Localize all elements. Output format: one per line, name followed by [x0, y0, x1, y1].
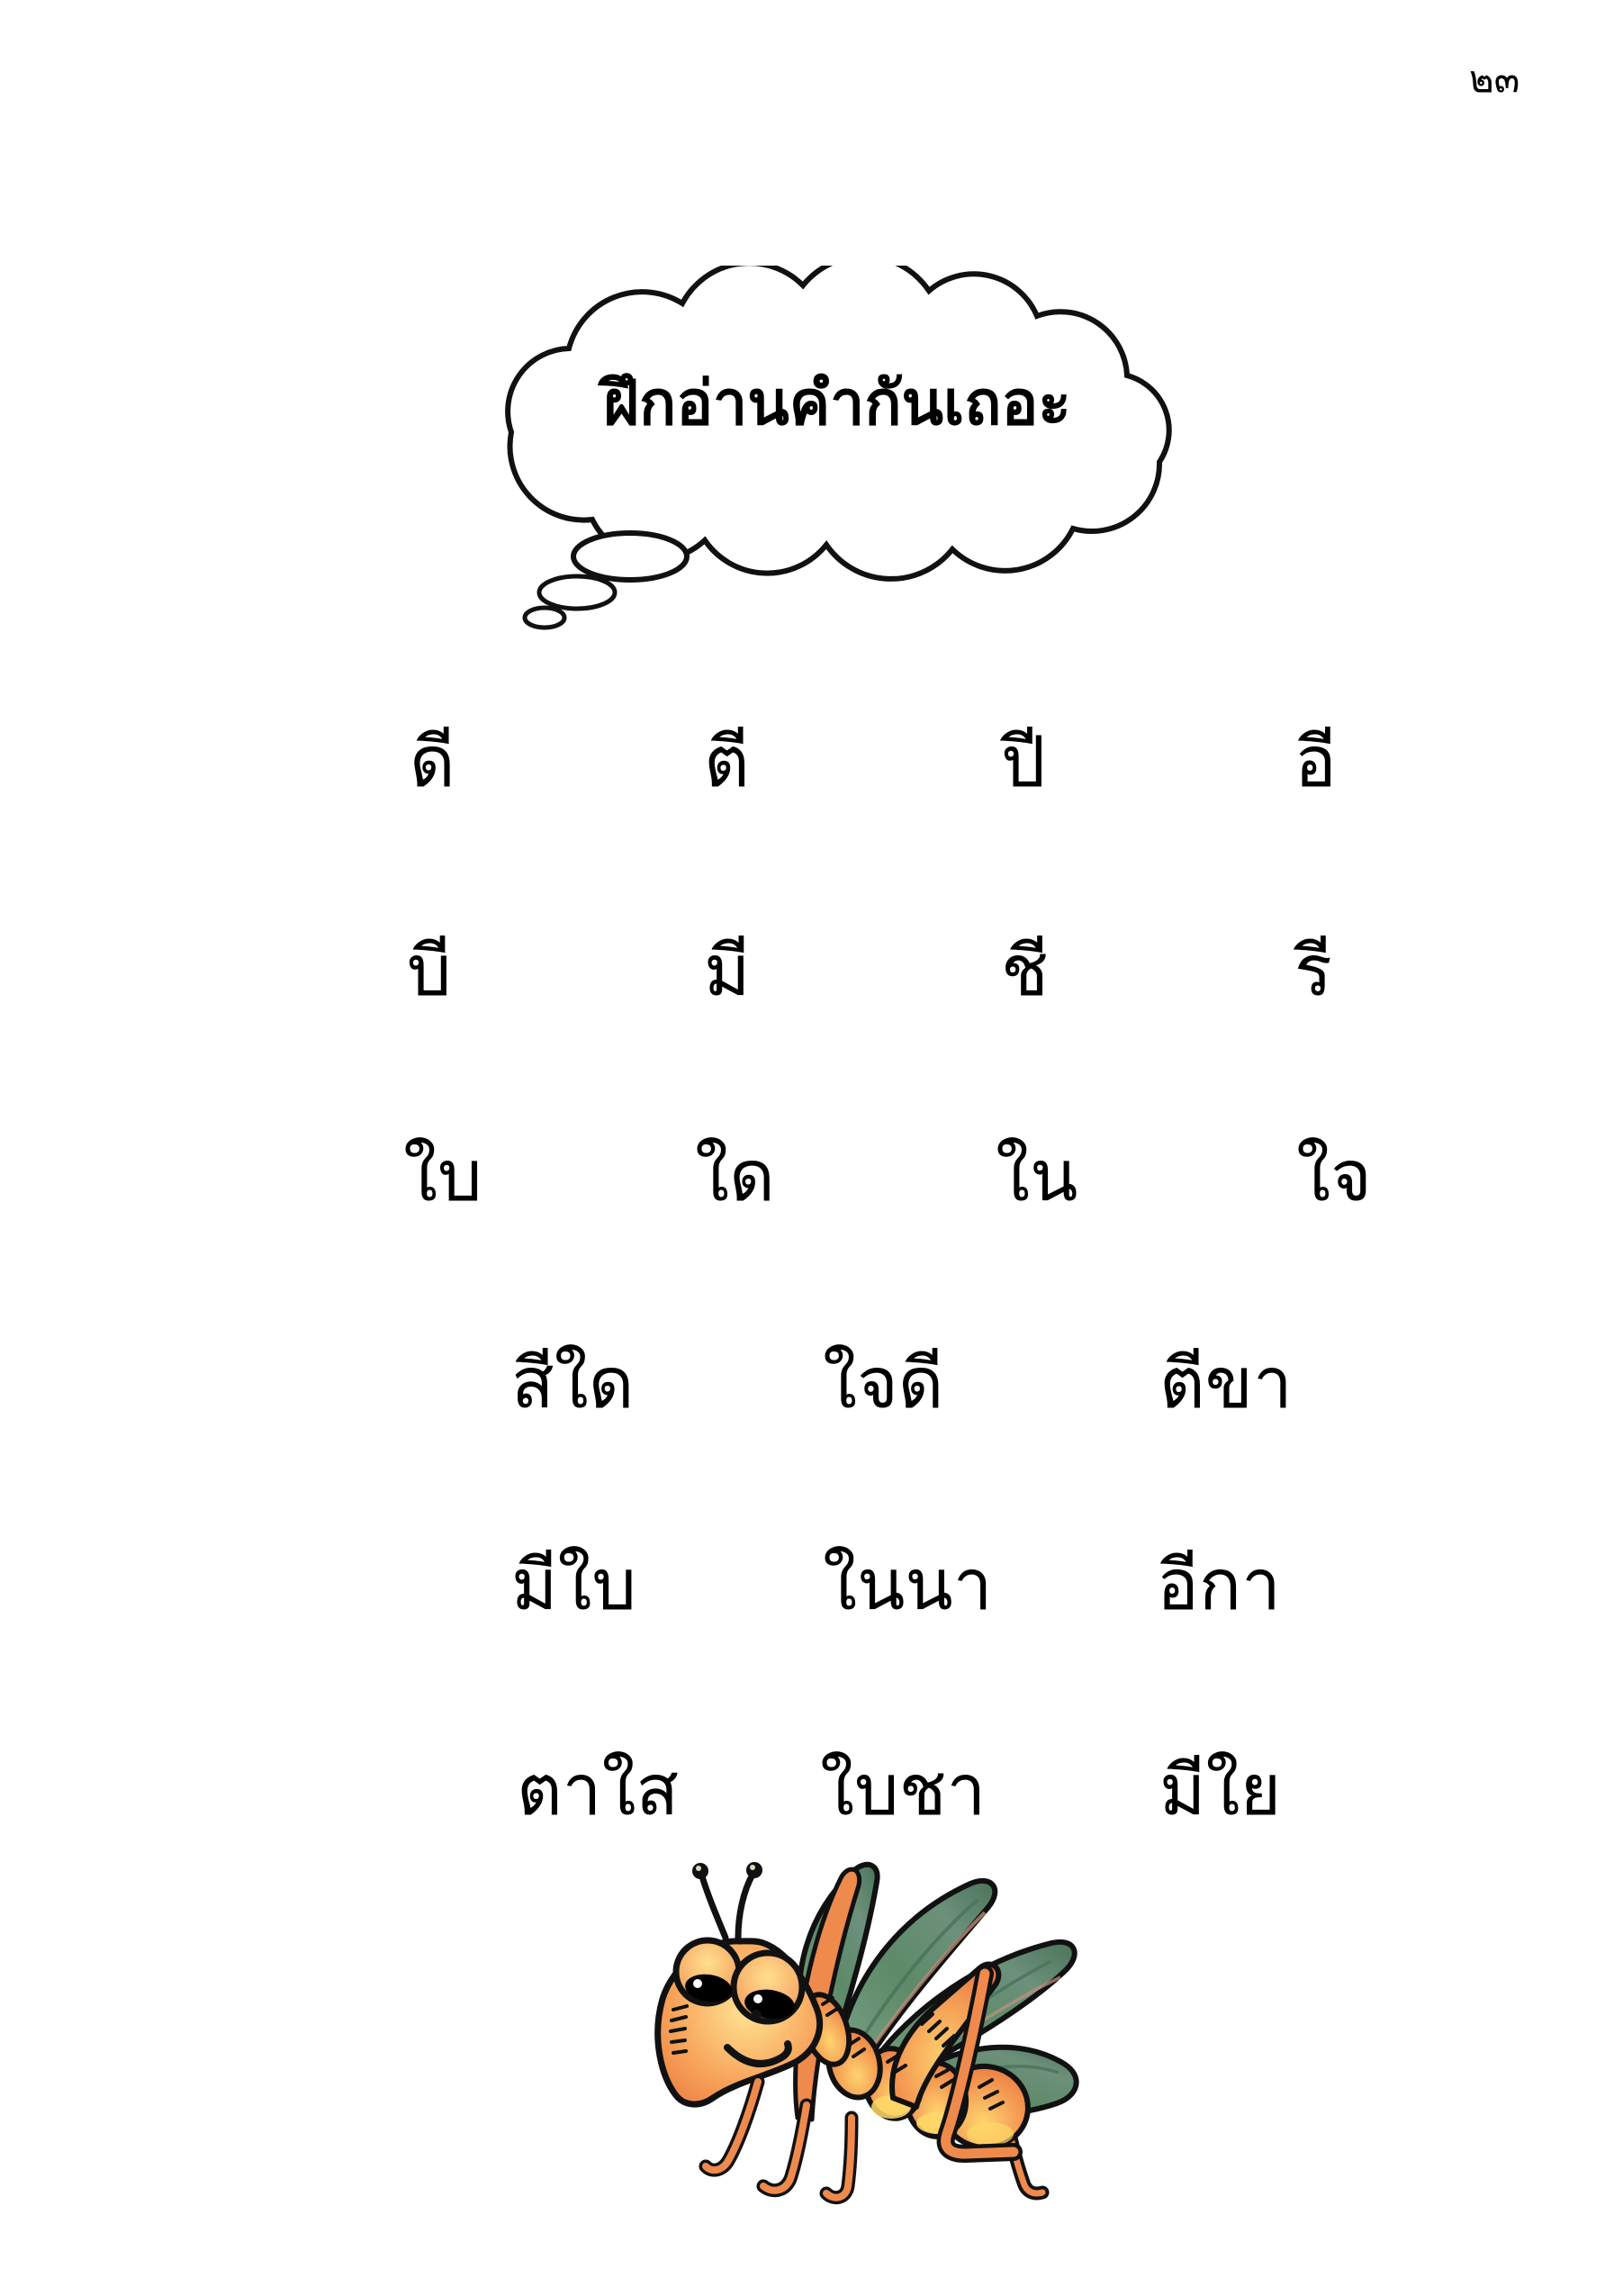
- thai-word: มี: [704, 932, 751, 1010]
- antenna-tip-icon: [746, 1862, 762, 1878]
- thought-trail-bubble-medium: [539, 576, 615, 609]
- thai-word: อีกา: [1157, 1546, 1281, 1624]
- thai-word: รี: [1294, 932, 1332, 1010]
- nose-dot: [751, 2010, 762, 2020]
- thai-word: ใจดี: [823, 1344, 944, 1423]
- thai-word: มีใย: [1159, 1751, 1282, 1830]
- thai-word: ปี: [1001, 723, 1046, 801]
- thought-bubble-outline: [486, 266, 1188, 653]
- thai-word: ใด: [695, 1137, 775, 1216]
- thai-word: ใบชา: [820, 1751, 987, 1830]
- antennae: [702, 1875, 753, 1938]
- thai-word: ในนา: [823, 1546, 993, 1624]
- thai-word: ดี: [410, 723, 455, 801]
- thai-word: ใน: [996, 1137, 1078, 1216]
- page-number: ๒๓: [1469, 59, 1520, 101]
- thought-trail-bubble-large: [573, 533, 687, 580]
- grasshopper-illustration: [621, 1837, 1089, 2224]
- thai-word: ใจ: [1296, 1137, 1372, 1216]
- thai-word: ชี: [1001, 932, 1049, 1010]
- thai-word: บี: [407, 932, 452, 1010]
- thai-word: มีใบ: [511, 1546, 637, 1624]
- thai-word: สีใด: [511, 1344, 635, 1423]
- worksheet-title: ฝึกอ่านคำกันเถอะ: [603, 369, 1071, 438]
- antenna-tip-icon: [692, 1863, 708, 1879]
- front-legs: [706, 2082, 852, 2198]
- thai-word: ตีขา: [1159, 1344, 1293, 1423]
- thought-trail-bubble-small: [525, 608, 564, 628]
- thai-word: ใบ: [403, 1137, 482, 1216]
- thai-word: ตาใส: [517, 1751, 680, 1830]
- thai-word: ตี: [704, 723, 750, 801]
- thai-word: อี: [1294, 723, 1337, 801]
- thought-bubble: [486, 266, 1188, 653]
